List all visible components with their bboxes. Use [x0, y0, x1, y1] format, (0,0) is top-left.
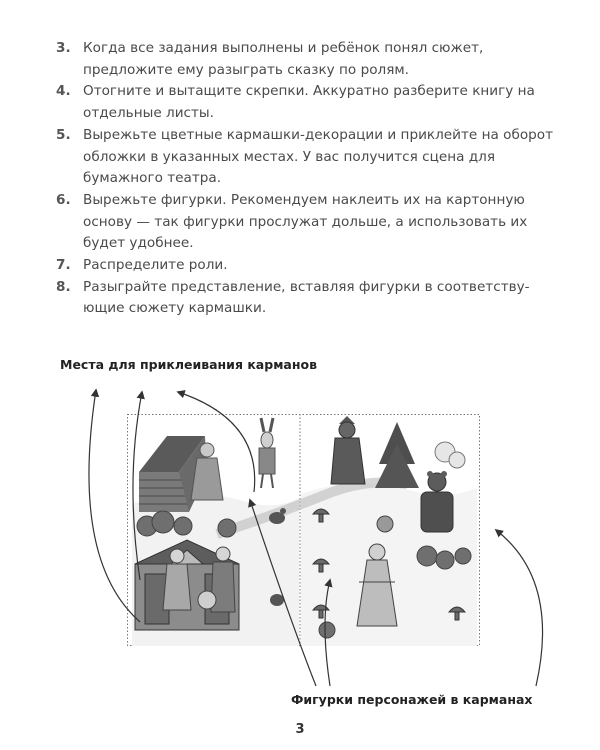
bear-figure	[421, 471, 453, 532]
step-8	[56, 277, 556, 320]
step-4	[56, 81, 556, 124]
paper-theatre-illustration	[127, 414, 480, 646]
pockets-caption: Места для приклеивания карманов	[60, 357, 317, 372]
step-text: Когда все задания выполнены и ребёнок понял сюжет, предложите ему разыграть сказку по ролям.	[83, 40, 484, 78]
step-number: 5.	[56, 126, 71, 143]
arrow-figure-right	[496, 530, 543, 686]
step-number: 6.	[56, 191, 71, 208]
kolobok-figure	[377, 516, 393, 532]
hare-figure	[259, 418, 275, 488]
step-6	[56, 190, 556, 255]
rooster-figure-2	[270, 594, 284, 606]
step-text: Вырежьте фигурки. Рекомендуем наклеить их на картонную основу — так фигурки прослужат дольше, а использовать их будет удобнее.	[83, 191, 528, 252]
step-text: Распределите роли.	[83, 257, 228, 274]
step-number: 8.	[56, 278, 71, 295]
snowy-bush	[435, 442, 465, 468]
instruction-list	[56, 38, 556, 320]
step-text: Вырежьте цветные кармашки-декорации и приклейте на оборот обложки в указанных местах. У вас получится сцена для бумажного театра.	[83, 126, 554, 187]
step-number: 3.	[56, 40, 71, 56]
step-7	[56, 255, 556, 277]
page-number: 3	[295, 722, 305, 737]
step-5	[56, 125, 556, 190]
step-3	[56, 38, 556, 81]
wolf-figure	[331, 416, 365, 484]
fir-tree	[375, 422, 419, 488]
step-text: Отогните и вытащите скрепки. Аккуратно разберите книгу на отдельные листы.	[83, 83, 535, 122]
step-number: 4.	[56, 83, 71, 100]
figures-caption: Фигурки персонажей в карманах	[291, 692, 533, 707]
step-text: Разыграйте представление, вставляя фигурки в соответству-ющие сюжету кармашки.	[83, 278, 530, 317]
step-number: 7.	[56, 257, 71, 274]
